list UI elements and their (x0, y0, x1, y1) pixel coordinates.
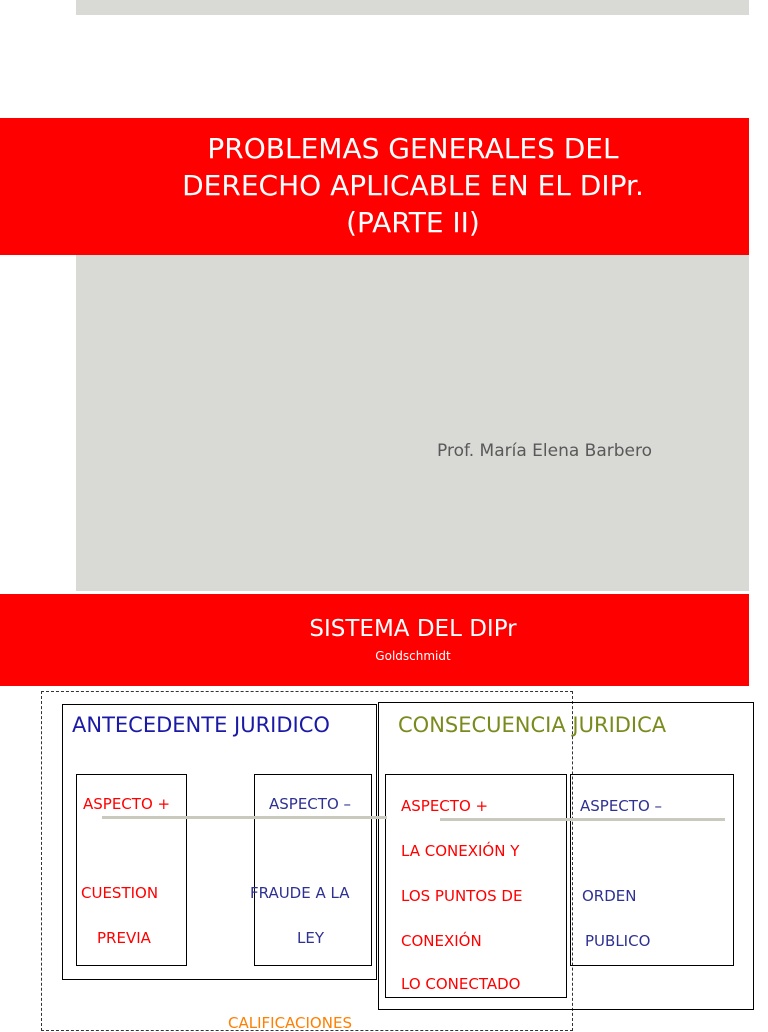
orden-publico-line2: PUBLICO (585, 932, 651, 950)
calificaciones-label: CALIFICACIONES (228, 1014, 352, 1032)
consecuencia-divider-line (440, 818, 725, 821)
conexion-item-1: LA CONEXIÓN Y (401, 842, 520, 860)
orden-publico-line1: ORDEN (582, 887, 637, 905)
cuestion-previa-line1: CUESTION (81, 884, 159, 902)
slide1-author: Prof. María Elena Barbero (437, 441, 652, 461)
slide1-title (0, 130, 768, 241)
consecuencia-negative-label: ASPECTO – (580, 797, 663, 815)
slide2-subtitle: Goldschmidt (375, 649, 451, 663)
slide1-body (76, 255, 749, 591)
conexion-item-3: CONEXIÓN (401, 932, 482, 950)
conexion-item-4: LO CONECTADO (401, 975, 521, 993)
fraude-a-la-ley-line1: FRAUDE A LA (250, 884, 350, 902)
antecedente-negative-label: ASPECTO – (269, 795, 352, 813)
antecedente-heading: ANTECEDENTE JURIDICO (72, 713, 330, 737)
antecedente-positive-label: ASPECTO + (83, 795, 171, 813)
consecuencia-positive-label: ASPECTO + (401, 797, 489, 815)
slide1-title-line3: (PARTE II) (346, 206, 480, 239)
consecuencia-heading: CONSECUENCIA JURIDICA (398, 713, 667, 737)
cuestion-previa-line2: PREVIA (97, 929, 151, 947)
conexion-item-2: LOS PUNTOS DE (401, 887, 523, 905)
slide1-title-line2: DERECHO APLICABLE EN EL DIPr. (182, 169, 644, 202)
previous-slide-bottom (76, 0, 749, 15)
slide1-title-line1: PROBLEMAS GENERALES DEL (207, 132, 619, 165)
antecedente-divider-line (102, 816, 387, 819)
fraude-a-la-ley-line2: LEY (297, 929, 324, 947)
slide2-title: SISTEMA DEL DIPr (309, 616, 517, 642)
